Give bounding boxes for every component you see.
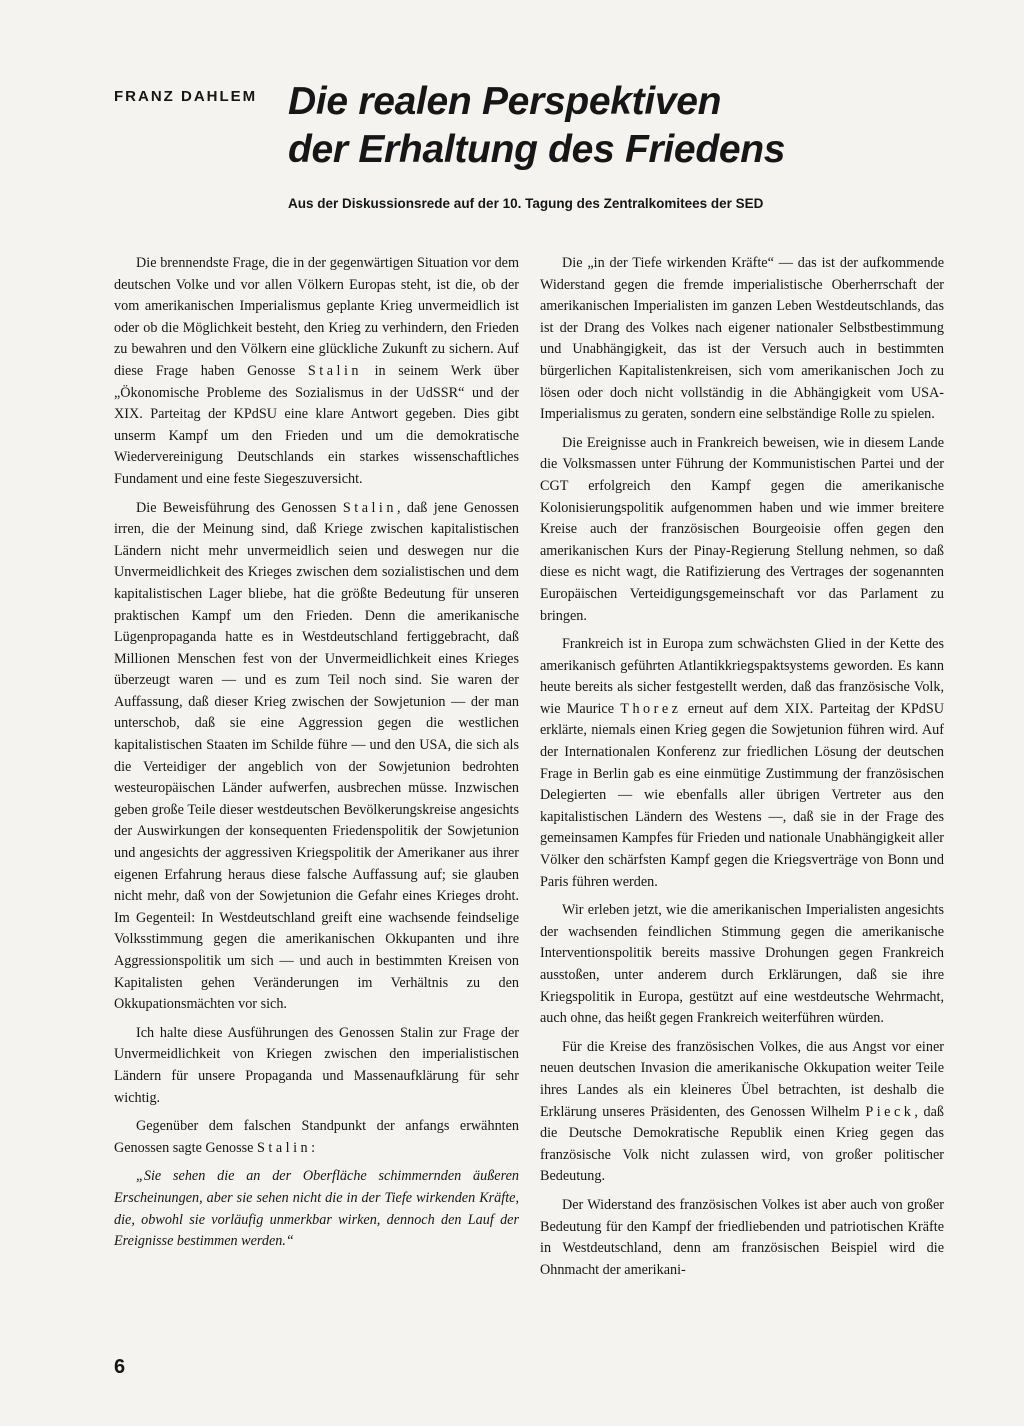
title-line-2: der Erhaltung des Friedens [288,128,786,171]
spaced-name: Pieck [865,1103,915,1120]
paragraph: Die Ereignisse auch in Frankreich beweisen, wie in diesem Lande die Volksmassen unter Führung der Kommunistischen Partei und der CGT erfolgreich den Kampf gegen die amerikanische Kolonisierungspolitik aufgenommen haben und wie immer breitere Kreise auch der französischen Bourgeoisie offen gegen den amerikanischen Kurs der Pinay-Regierung Stellung nehmen, so daß diese es nicht wagt, die Ratifizierung des Vertrages der sogenannten Europäischen Verteidigungsgemeinschaft vor das Parlament zu bringen. [540,434,944,624]
quotation: „Sie sehen die an der Oberfläche schimmernden äußeren Erscheinungen, aber sie sehen nicht die in der Tiefe wirkenden Kräfte, die, obwohl sie vorläufig unmerkbar wirken, dennoch den Lauf der Ereignisse bestimmen werden.“ [114,1168,519,1250]
paragraph: Die „in der Tiefe wirkenden Kräfte“ — das ist der aufkommende Widerstand gegen die fremde imperialistische Oberherrschaft der amerikanischen Imperialisten im ganzen Leben Westdeutschlands, das ist der Drang des Volkes nach eigener nationaler Selbstbestimmung und Unabhängigkeit, das ist der Versuch auch in bestimmten bürgerlichen Kapitalistenkreisen, sich vom amerikanischen Joch zu lösen oder doch nicht vollständig in die Abhängigkeit vom USA-Imperialismus zu geraten, sondern eine selbständige Rolle zu spielen. [540,255,944,423]
spaced-name: Stalin [307,362,362,379]
title-line-1: Die realen Perspektiven [288,80,722,123]
paragraph: Die brennendste Frage, die in der gegenwärtigen Situation vor dem deutschen Volke und vor allen Völkern Europas steht, ist die, ob der vom amerikanischen Imperialismus geplante Krieg unvermeidlich ist oder ob die Möglichkeit besteht, den Krieg zu verhindern, den Frieden zu bewahren und den Völkern eine glückliche Zukunft zu sichern. Auf diese Frage haben Genosse Stalin in seinem Werk über „Ökonomische Probleme des Sozialismus in der UdSSR“ und der XIX. Parteitag der KPdSU eine klare Antwort gegeben. Dies gibt unserm Kampf um den Frieden und um die demokratische Wiedervereinigung Deutschlands ein starkes wissenschaftliches Fundament und eine feste Siegeszuversicht. [114,255,519,487]
page-number: 6 [114,1356,126,1378]
paragraph: Die Beweisführung des Genossen Stalin, daß jene Genossen irren, die der Meinung sind, daß Kriege zwischen kapitalistischen Ländern nicht mehr unvermeidlich seien und deswegen nur die Unvermeidlichkeit des Krieges zwischen dem sozialistischen und dem kapitalistischen Lager bliebe, hat die größte Bedeutung für unseren praktischen Kampf um den Frieden. Denn die amerikanische Lügenpropaganda hatte es in Westdeutschland fertiggebracht, daß Millionen Menschen fest von der Unvermeidlichkeit eines Krieges überzeugt waren — und es zum Teil noch sind. Sie waren der Auffassung, daß dieser Krieg zwischen der Sowjetunion — der man unterschob, daß sie eine Aggression gegen die westlichen kapitalistischen Staaten im Schilde führe — und den USA, die sich als die Verteidiger der angeblich von der Sowjetunion bedrohten westeuropäischen Länder aufwerfen, ausbrechen müsse. Inzwischen geben große Teile dieser westdeutschen Bevölkerungskreise angesichts der Auswirkungen der konsequenten Friedenspolitik der Sowjetunion und angesichts der aggressiven Kriegspolitik der Amerikaner aus ihrer eigenen Erfahrung heraus diese falsche Auffassung auf; sie glauben nicht mehr, daß von der Sowjetunion die Gefahr eines Krieges droht. Im Gegenteil: In Westdeutschland greift eine wachsende feindselige Volksstimmung gegen die amerikanischen Okkupanten und ihre Aggressionspolitik um sich — und auch in bestimmten Kreisen von Kapitalisten gehen Veränderungen im Verhältnis zu den Okkupationsmächten vor sich. [114,499,519,1013]
paragraph: Gegenüber dem falschen Standpunkt der anfangs erwähnten Genossen sagte Genosse Stalin: [114,1118,519,1156]
article-title [288,78,888,174]
left-column [114,253,519,1260]
paragraph: Wir erleben jetzt, wie die amerikanischen Imperialisten angesichts der wachsenden feindlichen Stimmung gegen die amerikanische Interventionspolitik bereits massive Drohungen gegen Frankreich ausstoßen, unter anderem durch Erklärungen, daß sie ihre Kriegspolitik in Europa, gestützt auf eine westdeutsche Wehrmacht, auch ohne, das heißt gegen Frankreich weiterführen würden. [540,902,944,1027]
paragraph: Für die Kreise des französischen Volkes, die aus Angst vor einer neuen deutschen Invasion die amerikanische Okkupation weiter Teile ihres Landes als ein kleineres Übel betrachten, ist deshalb die Erklärung unseres Präsidenten, des Genossen Wilhelm Pieck, daß die Deutsche Demokratische Republik einen Krieg gegen das französische Volk nicht zulassen wird, von großer politischer Bedeutung. [540,1038,944,1185]
author-name: FRANZ DAHLEM [114,88,258,105]
article-subtitle: Aus der Diskussionsrede auf der 10. Tagung des Zentralkomitees der SED [288,196,764,211]
right-column [540,253,944,1288]
paragraph: Ich halte diese Ausführungen des Genossen Stalin zur Frage der Unvermeidlichkeit von Kriegen zwischen den imperialistischen Ländern für unsere Propaganda und Massenaufklärung für sehr wichtig. [114,1024,519,1106]
paragraph: Frankreich ist in Europa zum schwächsten Glied in der Kette des amerikanisch geführten Atlantikkriegspaktsystems geworden. Es kann heute bereits als sicher festgestellt werden, daß das französische Volk, wie Maurice Thorez erneut auf dem XIX. Parteitag der KPdSU erklärte, niemals einen Krieg gegen die Sowjetunion führen wird. Auf der Internationalen Konferenz zur friedlichen Lösung der deutschen Frage in Berlin gab es eine einmütige Zustimmung der französischen Delegierten — wie ebenfalls aller übrigen Vertreter aus den kapitalistischen Ländern des Westens —, daß sie in der Frage des gemeinsamen Kampfes für Frieden und nationale Unabhängigkeit aller Völker den schärfsten Kampf gegen die Kriegsverträge von Bonn und Paris führen werden. [540,636,944,890]
spaced-name: Stalin [342,499,397,516]
paragraph: Der Widerstand des französischen Volkes ist aber auch von großer Bedeutung für den Kampf der friedliebenden und patriotischen Kräfte in Westdeutschland, denn am französischen Beispiel wird die Ohnmacht der amerikani- [540,1196,944,1278]
spaced-name: Thorez [620,700,682,717]
spaced-name: Stalin [257,1139,312,1156]
